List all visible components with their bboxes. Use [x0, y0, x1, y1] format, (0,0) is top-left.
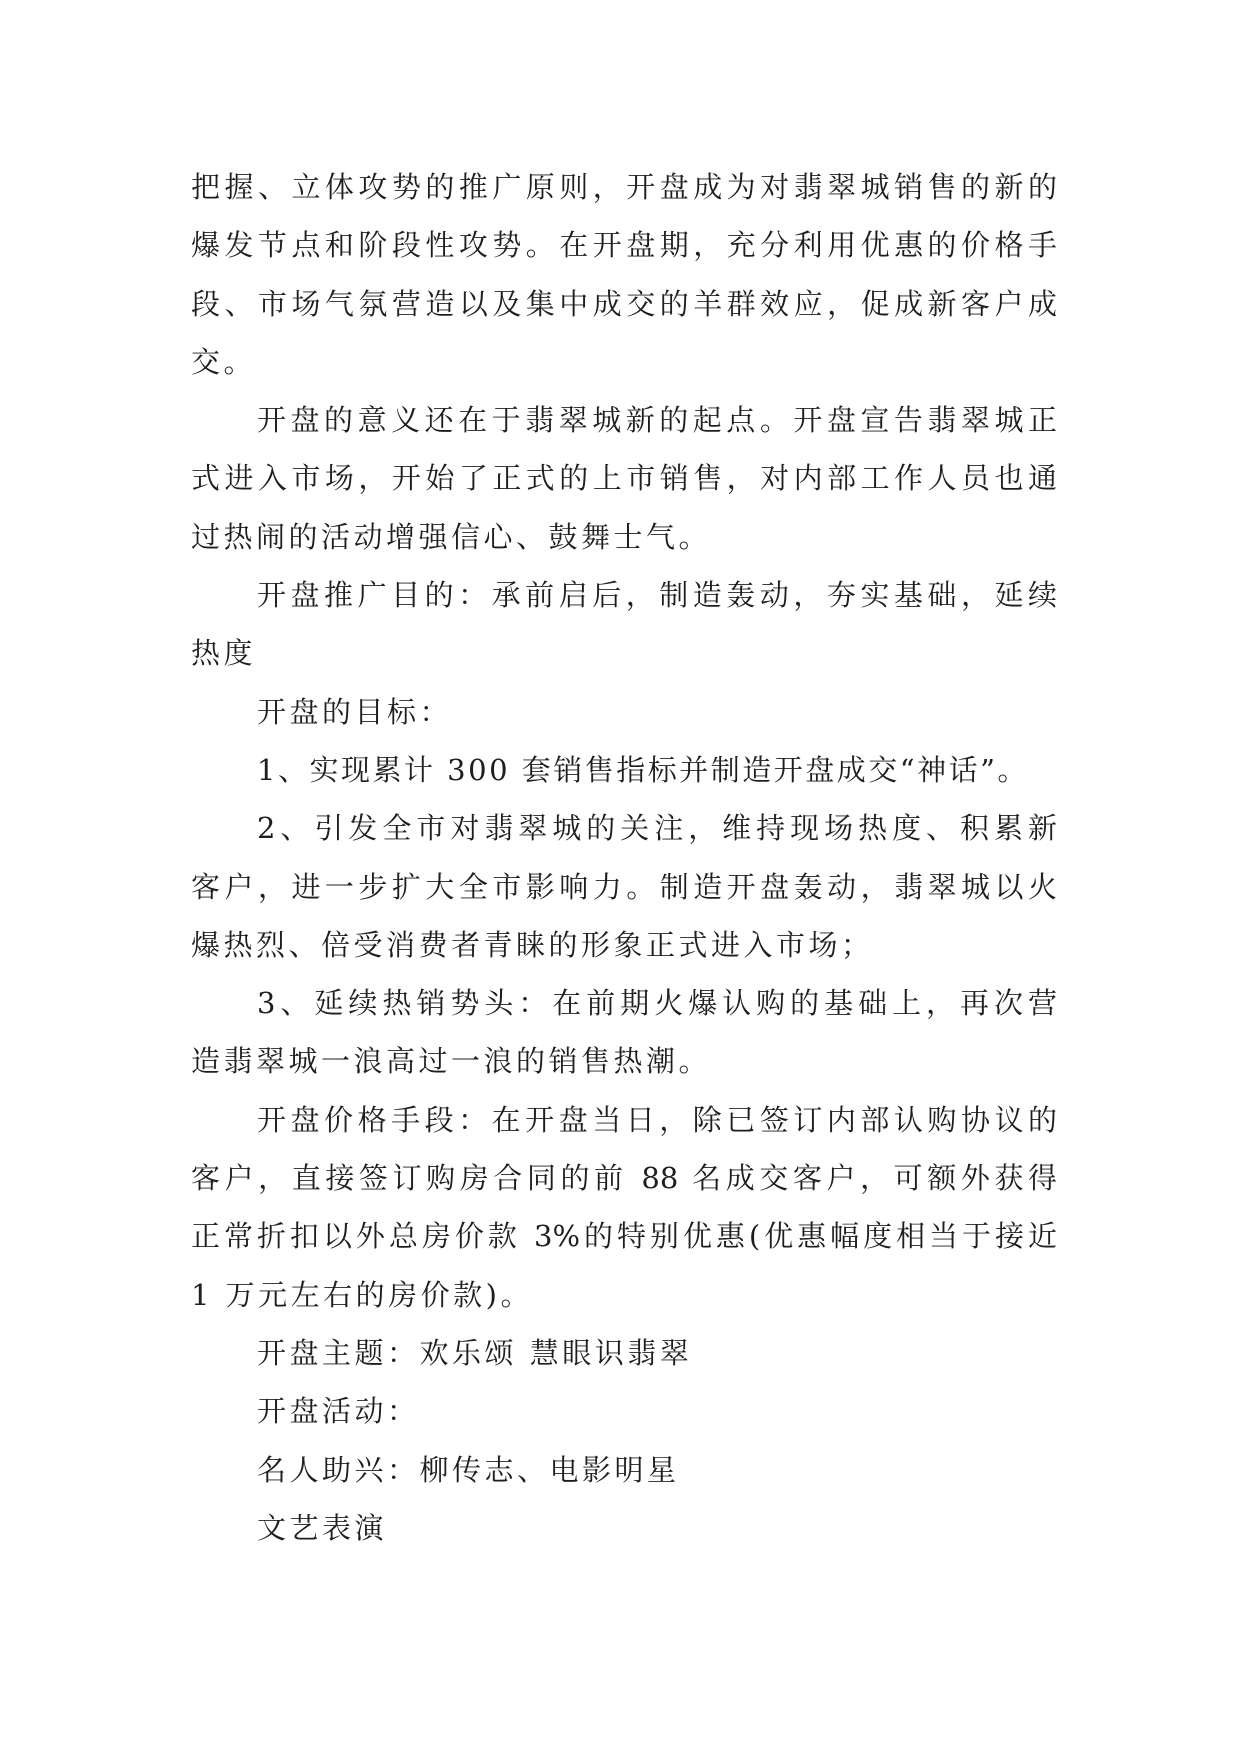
text-line: 正常折扣以外总房价款 3%的特别优惠(优惠幅度相当于接近	[191, 1219, 1057, 1254]
paragraph	[191, 1382, 1057, 1440]
text-line: 名人助兴：柳传志、电影明星	[257, 1452, 680, 1487]
text-line: 2、引发全市对翡翠城的关注，维持现场热度、积累新	[257, 811, 1057, 846]
paragraph	[191, 1441, 1057, 1499]
text-line: 客户，进一步扩大全市影响力。制造开盘轰动，翡翠城以火	[191, 869, 1057, 904]
text-line: 开盘的目标：	[257, 694, 453, 729]
text-line: 开盘活动：	[257, 1394, 420, 1429]
text-line: 1、实现累计 300 套销售指标并制造开盘成交“神话”。	[257, 752, 1029, 787]
paragraph	[191, 566, 1057, 683]
text-line: 爆热烈、倍受消费者青睐的形象正式进入市场；	[191, 927, 874, 962]
text-line: 把握、立体攻势的推广原则，开盘成为对翡翠城销售的新的	[191, 170, 1057, 204]
paragraph	[191, 1499, 1057, 1557]
text-line: 开盘的意义还在于翡翠城新的起点。开盘宣告翡翠城正	[257, 403, 1057, 438]
text-line: 过热闹的活动增强信心、鼓舞士气。	[191, 519, 712, 554]
paragraph	[191, 391, 1057, 566]
paragraph	[191, 1324, 1057, 1382]
paragraph	[191, 158, 1057, 391]
paragraph	[191, 741, 1057, 799]
paragraph	[191, 974, 1057, 1091]
text-line: 开盘主题：欢乐颂 慧眼识翡翠	[257, 1335, 693, 1370]
text-line: 1 万元左右的房价款)。	[191, 1277, 533, 1312]
paragraph	[191, 683, 1057, 741]
text-line: 爆发节点和阶段性攻势。在开盘期，充分利用优惠的价格手	[191, 228, 1057, 263]
text-line: 段、市场气氛营造以及集中成交的羊群效应，促成新客户成	[191, 286, 1057, 321]
text-line: 开盘推广目的：承前启后，制造轰动，夯实基础，延续	[257, 578, 1057, 613]
text-line: 交。	[191, 344, 257, 379]
text-line: 造翡翠城一浪高过一浪的销售热潮。	[191, 1044, 712, 1079]
text-line: 3、延续热销势头：在前期火爆认购的基础上，再次营	[257, 986, 1057, 1021]
text-line: 客户，直接签订购房合同的前 88 名成交客户，可额外获得	[191, 1161, 1057, 1196]
body-text	[191, 158, 1057, 1557]
text-line: 文艺表演	[257, 1510, 388, 1545]
paragraph	[191, 799, 1057, 974]
paragraph	[191, 1091, 1057, 1324]
text-line: 开盘价格手段：在开盘当日，除已签订内部认购协议的	[257, 1102, 1057, 1137]
text-line: 式进入市场，开始了正式的上市销售，对内部工作人员也通	[191, 461, 1057, 496]
text-line: 热度	[191, 636, 257, 671]
